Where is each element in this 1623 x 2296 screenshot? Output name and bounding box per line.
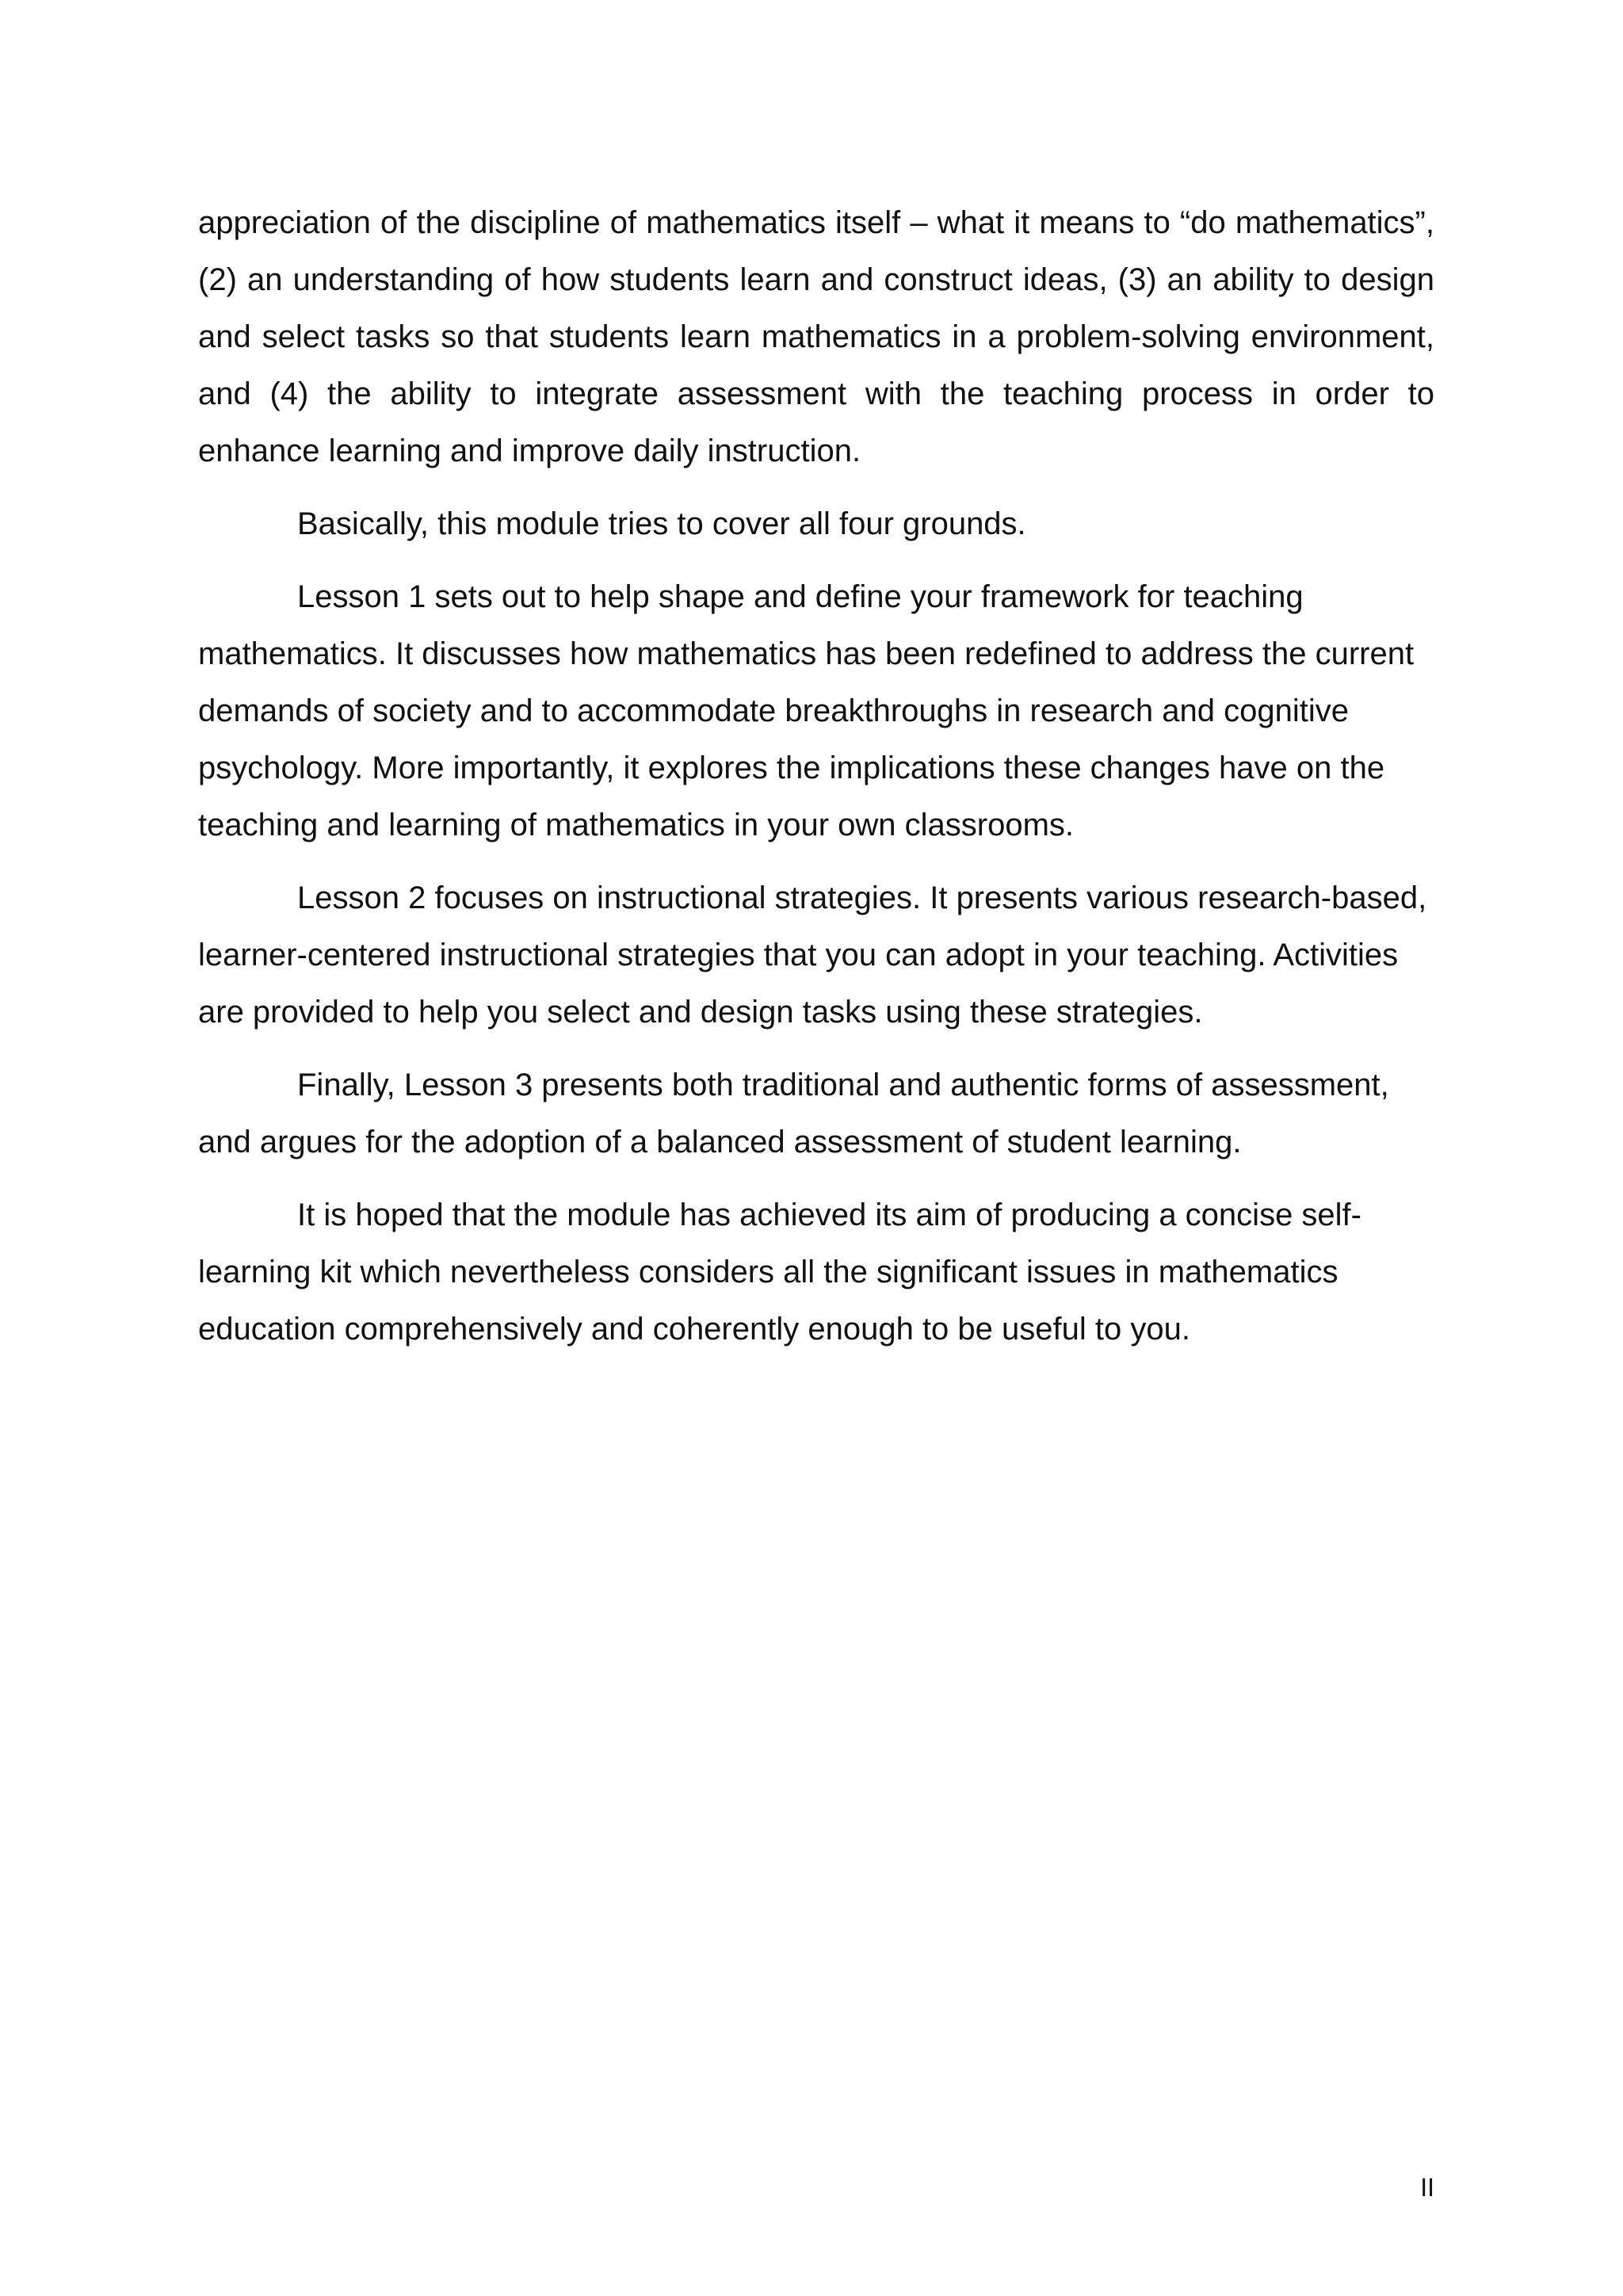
paragraph-lesson-1: Lesson 1 sets out to help shape and define your framework for teaching mathematics. It discusses how mathematics has been redefined to address the current demands of society and to accommodate breakthroughs in research and cognitive psychology. More importantly, it explores the implications these changes have on the teaching and learning of mathematics in your own classrooms.: [198, 579, 1415, 842]
document-body: [198, 194, 1434, 1373]
paragraph-lesson-2: Lesson 2 focuses on instructional strategies. It presents various research-based, learner-centered instructional strategies that you can adopt in your teaching. Activities are provided to help you select and design tasks using these strategies.: [198, 881, 1427, 1030]
paragraph-closing: It is hoped that the module has achieved its aim of producing a concise self-learning kit which nevertheless considers all the significant issues in mathematics education comprehensively and coherently enough to be useful to you.: [198, 1198, 1361, 1347]
paragraph-lesson-3: Finally, Lesson 3 presents both traditional and authentic forms of assessment, and argues for the adoption of a balanced assessment of student learning.: [198, 1068, 1389, 1159]
paragraph-basically: Basically, this module tries to cover all four grounds.: [297, 506, 1026, 541]
page-number: II: [1420, 2173, 1434, 2202]
paragraph-opening: appreciation of the discipline of mathematics itself – what it means to “do mathematics”, (2) an understanding of how students learn and construct ideas, (3) an ability to design and select tasks so that students learn mathematics in a problem-solving environment, and (4) the ability to integrate assessment with the teaching process in order to enhance learning and improve daily instruction.: [198, 205, 1434, 468]
